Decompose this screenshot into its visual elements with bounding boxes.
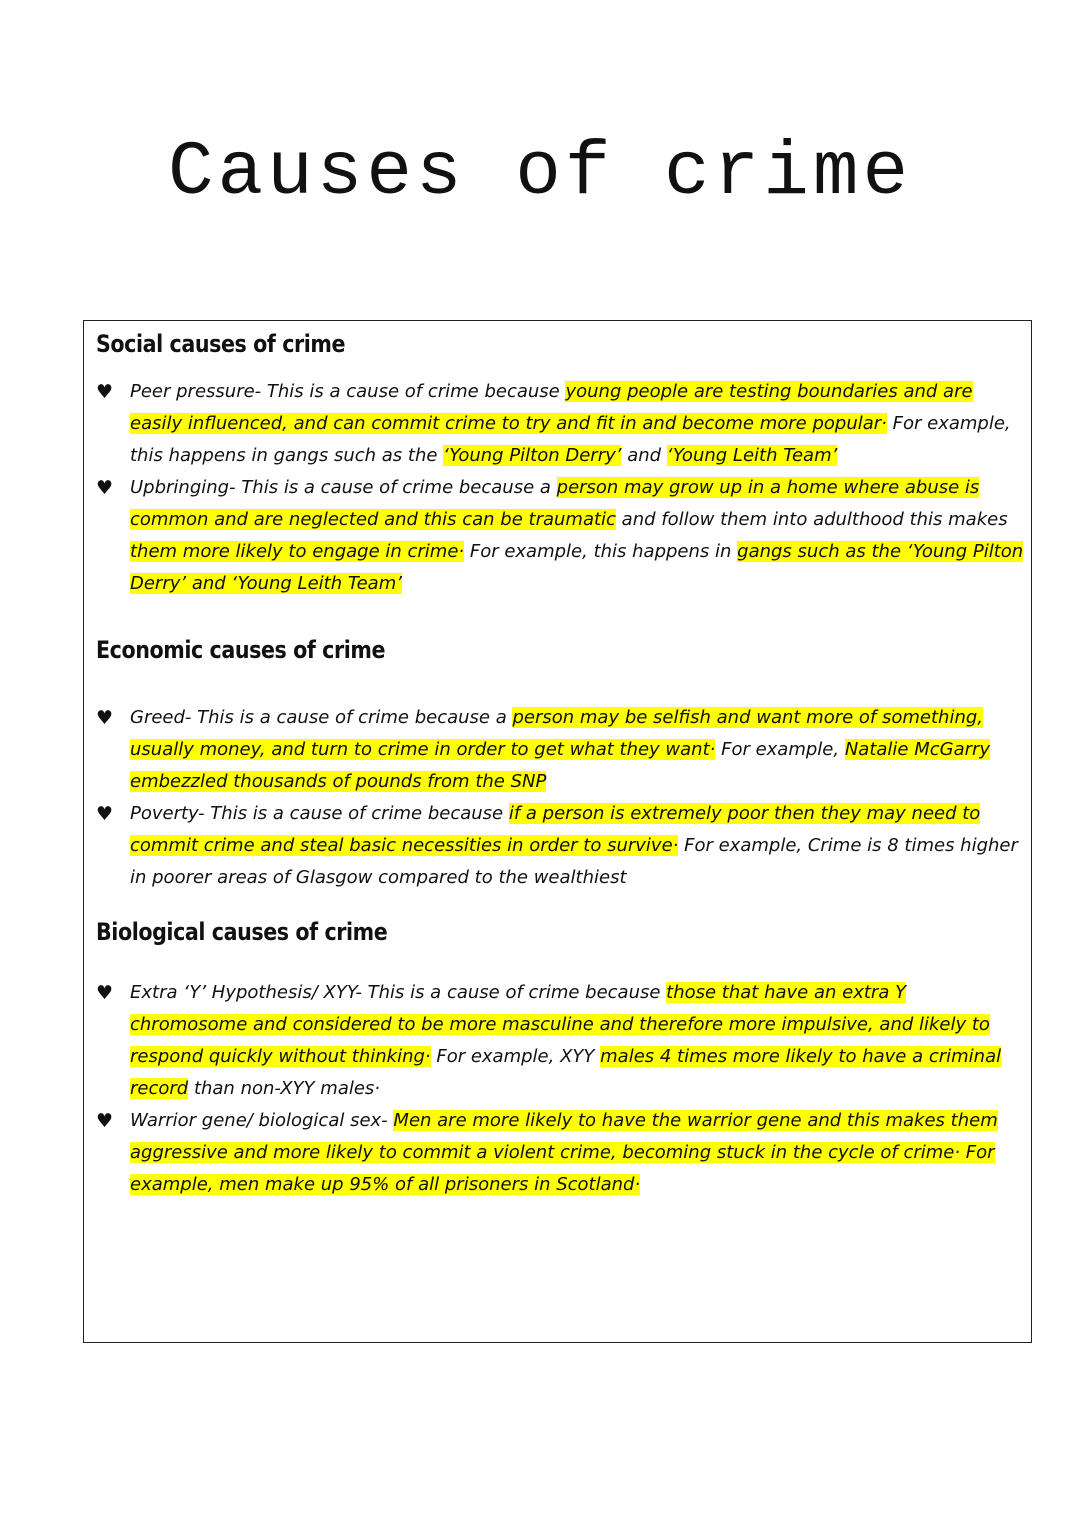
heart-bullet-icon: ♥ [96,477,114,499]
highlighted-text: gangs such as the ‘Young Pilton Derry’ and ‘Young Leith Team’ [130,541,1024,594]
section-list-social [96,376,1026,600]
item-label: Poverty- [130,803,205,824]
highlighted-text: them more likely to engage in crime· [130,541,465,562]
section-list-biological [96,977,1026,1201]
highlighted-text: person may be selfish and want more of something, usually money, and turn to crime in order to get what they want· [130,707,983,760]
highlighted-text: young people are testing boundaries and are easily influenced, and can commit crime to try and fit in and become more popular· [130,381,973,434]
highlighted-text: Natalie McGarry embezzled thousands of pounds from the SNP [130,739,991,792]
list-item: ♥ Poverty- This is a cause of crime because if a person is extremely poor then they may need to commit crime and steal basic necessities in order to survive· For example, Crime is 8 times higher in poorer areas of Glasgow compared to the wealthiest [96,798,1026,894]
item-label: Extra ‘Y’ Hypothesis/ XYY- [130,982,362,1003]
highlighted-text: if a person is extremely poor then they may need to commit crime and steal basic necessities in order to survive· [130,803,981,856]
section-heading-biological: Biological causes of crime [96,918,388,946]
item-label: Peer pressure- [130,381,262,402]
heart-bullet-icon: ♥ [96,982,114,1004]
page-title: Causes of crime [167,130,913,216]
highlighted-text: ‘Young Leith Team’ [666,445,838,466]
list-item: ♥ Upbringing- This is a cause of crime because a person may grow up in a home where abuse is common and are neglected and this can be traumatic and follow them into adulthood this makes them more likely to engage in crime· For example, this happens in gangs such as the ‘Young Pilton Derry’ and ‘Young Leith Team’ [96,472,1026,600]
list-item: ♥ Extra ‘Y’ Hypothesis/ XYY- This is a cause of crime because those that have an extra Y chromosome and considered to be more masculine and therefore more impulsive, and likely to respond quickly without thinking· For example, XYY males 4 times more likely to have a criminal record than non-XYY males· [96,977,1026,1105]
item-label: Upbringing- [130,477,236,498]
highlighted-text: Men are more likely to have the warrior gene and this makes them aggressive and more likely to commit a violent crime, becoming stuck in the cycle of crime· For example, men make up 95% of all prisoners in Scotland· [130,1110,998,1195]
highlighted-text: males 4 times more likely to have a criminal record [130,1046,1002,1099]
highlighted-text: ‘Young Pilton Derry’ [443,445,622,466]
heart-bullet-icon: ♥ [96,381,114,403]
list-item [96,1105,1026,1201]
section-heading-social: Social causes of crime [96,330,346,358]
list-item: ♥ Greed- This is a cause of crime because a person may be selfish and want more of something, usually money, and turn to crime in order to get what they want· For example, Natalie McGarry embezzled thousands of pounds from the SNP [96,702,1026,798]
heart-bullet-icon: ♥ [96,1110,114,1132]
highlighted-text: person may grow up in a home where abuse is common and are neglected and this can be traumatic [130,477,980,530]
item-label: Warrior gene/ biological sex- [130,1110,388,1131]
heart-bullet-icon: ♥ [96,803,114,825]
section-list-economic [96,702,1026,894]
highlighted-text: those that have an extra Y chromosome and considered to be more masculine and therefore more impulsive, and likely to respond quickly without thinking· [130,982,990,1067]
list-item: ♥ Peer pressure- This is a cause of crime because young people are testing boundaries and are easily influenced, and can commit crime to try and fit in and become more popular· For example, this happens in gangs such as the ‘Young Pilton Derry’ and ‘Young Leith Team’ [96,376,1026,472]
section-heading-economic: Economic causes of crime [96,636,386,664]
heart-bullet-icon: ♥ [96,707,114,729]
item-label: Greed- [130,707,192,728]
